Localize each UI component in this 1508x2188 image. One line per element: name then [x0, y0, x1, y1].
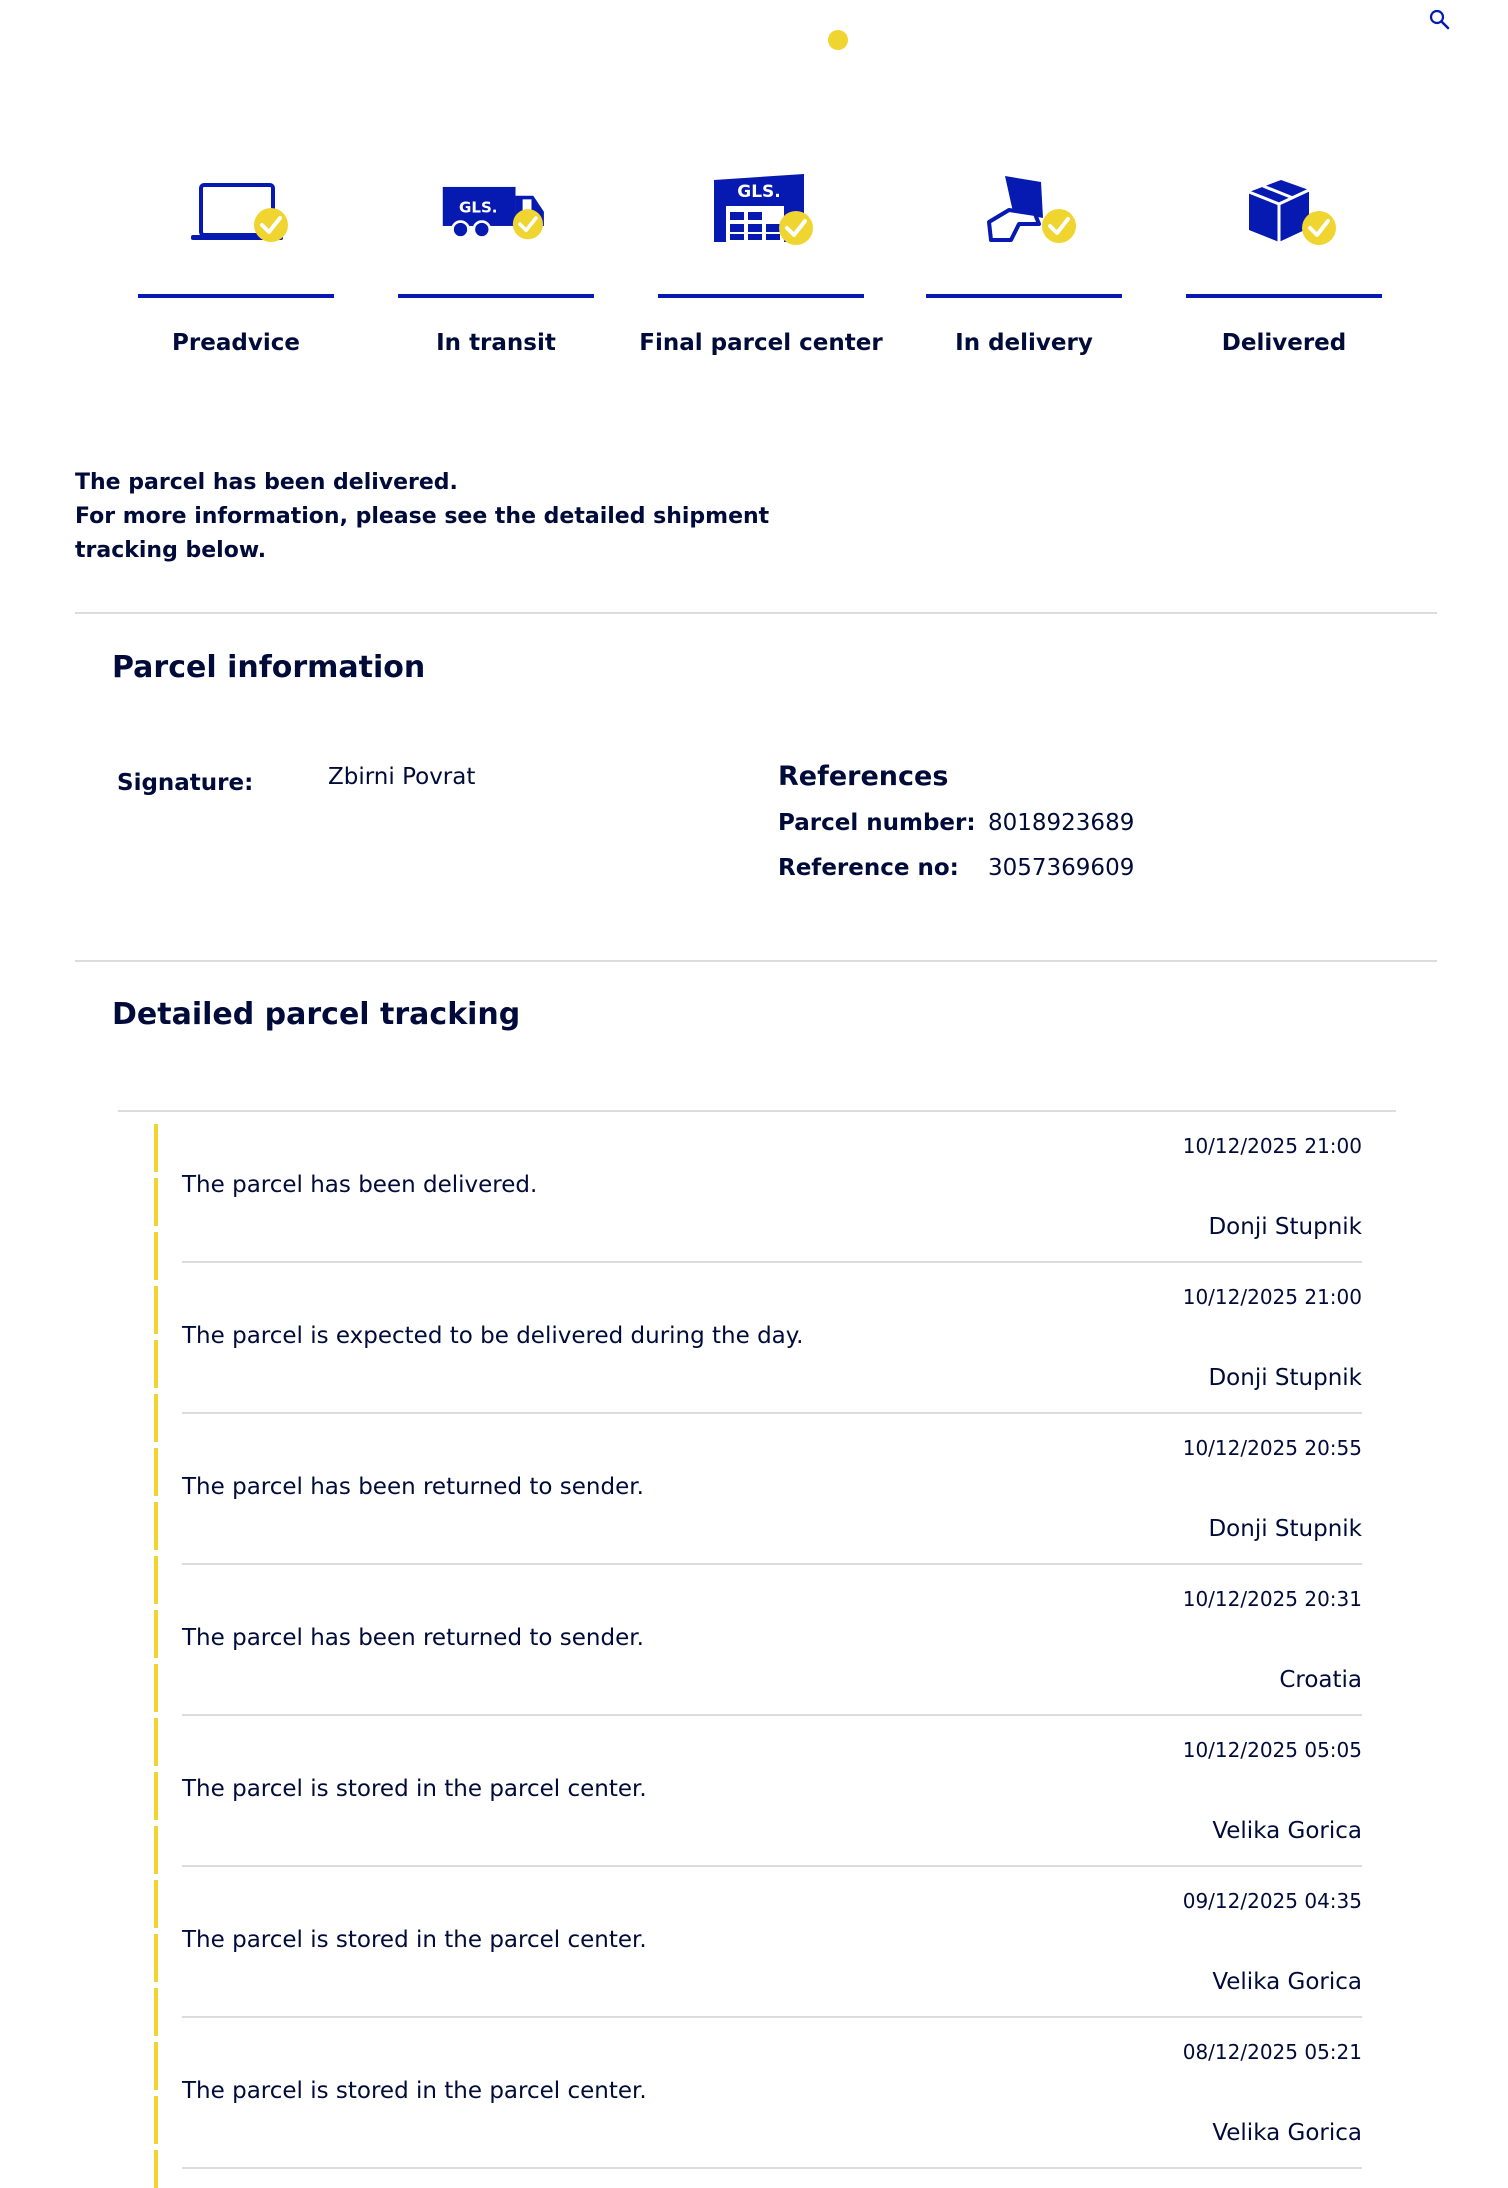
event-date: 10/12/2025 20:55 [1182, 1436, 1362, 1460]
event-location: Velika Gorica [1212, 1818, 1362, 1844]
status-line: For more information, please see the detailed shipment tracking below. [75, 504, 770, 563]
event-date: 10/12/2025 21:00 [1182, 1285, 1362, 1309]
tracking-events [182, 1112, 1362, 2169]
step-label: Final parcel center [639, 330, 883, 356]
event-date: 10/12/2025 05:05 [1182, 1738, 1362, 1762]
tracking-title: Detailed parcel tracking [112, 997, 521, 1032]
tracking-event [182, 2018, 1362, 2169]
warehouse-brand: GLS. [737, 182, 781, 202]
search-icon[interactable] [1428, 8, 1452, 32]
event-description: The parcel is stored in the parcel center. [182, 1927, 647, 1953]
event-location: Donji Stupnik [1208, 1365, 1362, 1391]
step-final-parcel-center [639, 170, 883, 370]
timeline-line [154, 1124, 158, 2188]
tracking-event [182, 1565, 1362, 1716]
hand-parcel-icon [969, 170, 1079, 250]
event-location: Donji Stupnik [1208, 1214, 1362, 1240]
references-title: References [778, 761, 949, 792]
truck-brand: GLS. [458, 198, 498, 217]
event-location: Donji Stupnik [1208, 1516, 1362, 1542]
tracking-event [182, 1112, 1362, 1263]
event-description: The parcel is stored in the parcel center. [182, 2078, 647, 2104]
box-icon [1229, 170, 1339, 250]
event-date: 08/12/2025 05:21 [1182, 2040, 1362, 2064]
step-label: In delivery [955, 330, 1093, 356]
step-label: Preadvice [172, 330, 300, 356]
tracking-event [182, 1867, 1362, 2018]
step-in-transit [398, 170, 594, 370]
loading-dot [828, 30, 848, 50]
reference-label: Reference no: [778, 855, 959, 881]
event-description: The parcel has been returned to sender. [182, 1474, 644, 1500]
divider [75, 960, 1437, 962]
event-location: Velika Gorica [1212, 2120, 1362, 2146]
progress-steps [0, 170, 1508, 370]
step-preadvice [138, 170, 334, 370]
tracking-event [182, 1716, 1362, 1867]
tracking-event [182, 1263, 1362, 1414]
event-location: Croatia [1279, 1667, 1362, 1693]
event-description: The parcel has been delivered. [182, 1172, 538, 1198]
warehouse-icon [706, 170, 816, 250]
divider [75, 612, 1437, 614]
parcel-number-value: 8018923689 [988, 810, 1135, 836]
parcel-number-row [778, 810, 1134, 836]
status-message [75, 466, 775, 568]
event-date: 09/12/2025 04:35 [1182, 1889, 1362, 1913]
event-description: The parcel is expected to be delivered during the day. [182, 1323, 804, 1349]
reference-number-row [778, 855, 1134, 881]
laptop-icon [181, 170, 291, 250]
tracking-event [182, 1414, 1362, 1565]
event-location: Velika Gorica [1212, 1969, 1362, 1995]
signature-label: Signature: [117, 770, 254, 796]
status-line: The parcel has been delivered. [75, 470, 458, 495]
event-date: 10/12/2025 20:31 [1182, 1587, 1362, 1611]
step-label: In transit [436, 330, 556, 356]
truck-icon [441, 170, 551, 250]
event-description: The parcel has been returned to sender. [182, 1625, 644, 1651]
signature-value: Zbirni Povrat [328, 764, 476, 790]
step-label: Delivered [1221, 330, 1347, 356]
tracking-timeline [118, 1110, 1396, 2188]
step-in-delivery [926, 170, 1122, 370]
event-description: The parcel is stored in the parcel center. [182, 1776, 647, 1802]
parcel-number-label: Parcel number: [778, 810, 976, 836]
parcel-info-title: Parcel information [112, 650, 426, 685]
reference-value: 3057369609 [988, 855, 1135, 881]
event-date: 10/12/2025 21:00 [1182, 1134, 1362, 1158]
step-delivered [1186, 170, 1382, 370]
